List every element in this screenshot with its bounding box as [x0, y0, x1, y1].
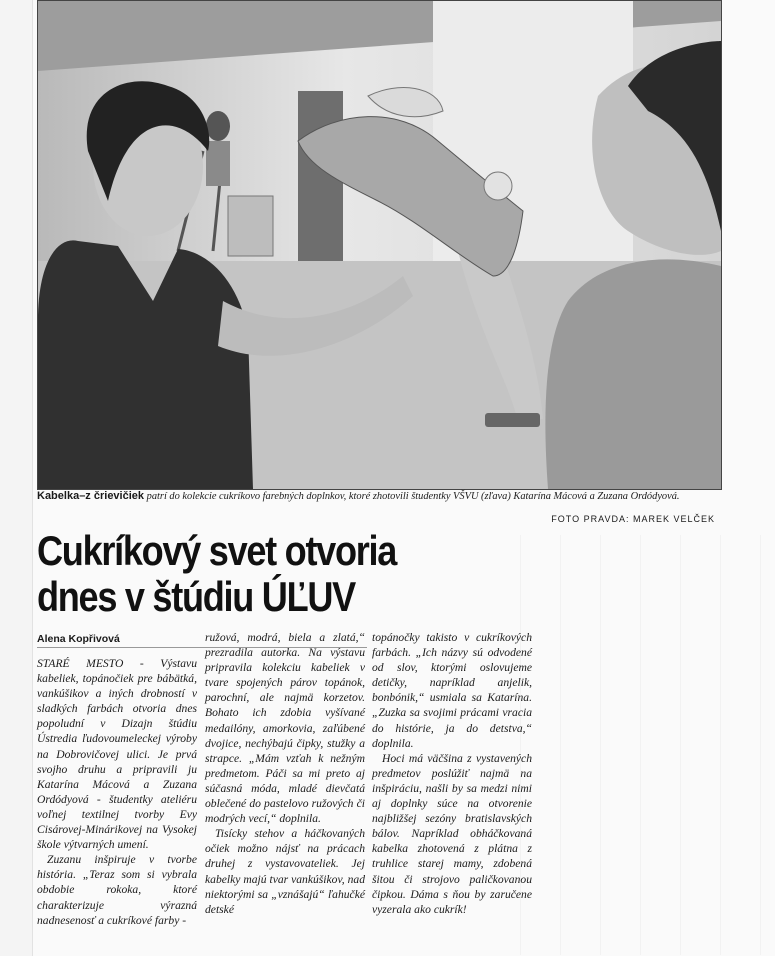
paragraph: Hoci má väčšina z vystavených predmetov poslúžiť najmä na inšpiráciu, našli by sa medzi nimi aj doplnky súce na otvorenie najbližšej sezóny bratislavských bálov. Napríklad obháčkovaná kabelka zhotovená z plátna z truhlice starej mamy, zdobená šitou či strojovo paličkovanou čipkou. Dáma s ňou by zaručene vyzerala ako cukrík!: [372, 751, 532, 916]
paragraph: Tisícky stehov a háčkovaných očiek možno nájsť na prácach druhej z vystavovateliek. Jej kabelky majú tvar vankúšikov, nad niektorými sa „vznášajú“ ľahučké detské: [205, 827, 365, 916]
photo-credit: FOTO PRAVDA: MAREK VELČEK: [551, 514, 715, 524]
article-column-2: [205, 630, 365, 917]
photo-illustration: [38, 1, 721, 489]
news-photo: [37, 0, 722, 490]
paragraph: ružová, modrá, biela a zlatá,“ prezradila autorka. Na výstavu pripravila kolekciu kabeliek v tvare spojených párov topánok, parochní, ale najmä korzetov. Bohato ich zdobia vyšívané medailóny, amorkovia, zaľúbené dvojice, nechýbajú čipky, stužky a strapce. „Mám vzťah k nežným predmetom. Páči sa mi preto aj súčasná móda, mladé dievčatá oblečené do pastelovo ružových či modrých vecí,“ doplnila.: [205, 631, 365, 826]
photo-caption: [37, 490, 720, 504]
article-column-1: [37, 656, 197, 928]
article-column-3: [372, 630, 532, 917]
caption-text: patrí do kolekcie cukríkovo farebných doplnkov, ktoré zhotovili študentky VŠVU (zľava) Katarína Mácová a Zuzana Ordódyová.: [144, 491, 680, 502]
headline-line-1: Cukríkový svet otvoria: [37, 527, 397, 574]
caption-lead: Kabelka–z črievičiek: [37, 490, 145, 502]
author-byline: Alena Kopřivová: [37, 633, 120, 645]
paragraph: Zuzanu inšpiruje v tvorbe história. „Teraz som si vybrala obdobie rokoka, ktoré charakterizuje výrazná nadnesenosť a cukríkové farby -: [37, 853, 197, 927]
scan-edge: [0, 0, 33, 956]
paragraph: topánočky takisto v cukríkových farbách. „Ich názvy sú odvodené od slov, ktorými oslovujeme detičky, napríklad anjelik, bonbónik,“ usmiala sa Katarína. „Zuzka sa svojimi prácami vracia do histórie, ja do detstva,“ doplnila.: [372, 631, 532, 750]
paragraph: STARÉ MESTO - Výstavu kabeliek, topánočiek pre bábätká, vankúšikov a iných drobností v sladkých farbách otvoria dnes popoludní v Dizajn štúdiu Ústredia ľudovoumeleckej výroby na Dobrovičovej ulici. Je prvá svojho druhu a pripravili ju Katarína Mácová a Zuzana Ordódyová - študentky ateliéru voľnej textilnej tvorby Evy Cisárovej-Minárikovej na Vysokej škole výtvarných umení.: [37, 657, 197, 852]
bleed-through-area: [520, 535, 770, 955]
headline-line-2: dnes v štúdiu ÚĽUV: [37, 573, 355, 620]
headline: [37, 528, 484, 620]
